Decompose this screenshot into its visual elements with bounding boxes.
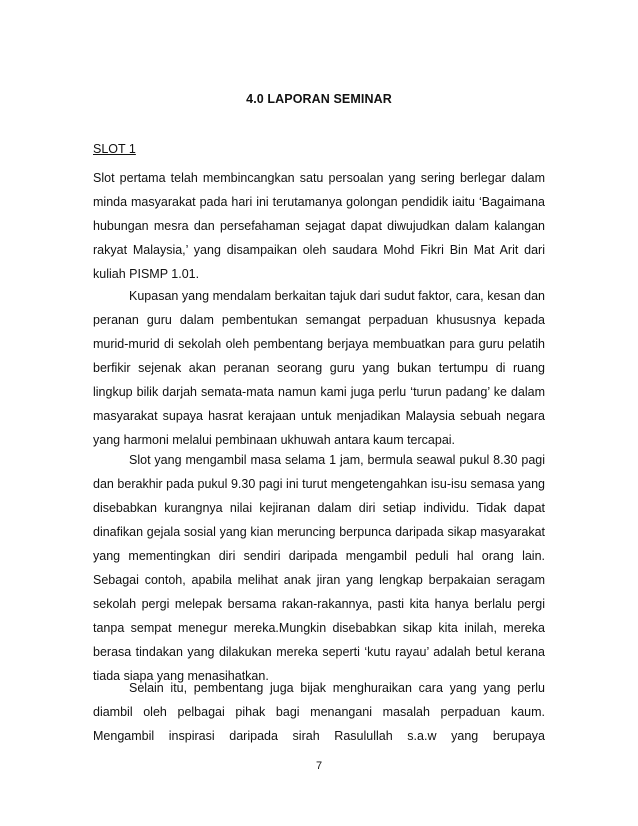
slot-heading: SLOT 1 bbox=[93, 142, 136, 156]
paragraph-1: Slot pertama telah membincangkan satu persoalan yang sering berlegar dalam minda masyarakat pada hari ini terutamanya golongan pendidik iaitu ‘Bagaimana hubungan mesra dan persefahaman sejagat dapat diwujudkan dalam kalangan rakyat Malaysia,’ yang disampaikan oleh saudara Mohd Fikri Bin Mat Arit dari kuliah PISMP 1.01. bbox=[93, 171, 545, 281]
paragraph-3: Slot yang mengambil masa selama 1 jam, bermula seawal pukul 8.30 pagi dan berakhir pada pukul 9.30 pagi ini turut mengetengahkan isu-isu semasa yang disebabkan kurangnya nilai kejiranan dalam diri setiap individu. Tidak dapat dinafikan gejala sosial yang kian meruncing berpunca daripada sikap masyarakat yang mementingkan diri sendiri daripada mengambil peduli hal orang lain. Sebagai contoh, apabila melihat anak jiran yang lengkap berpakaian seragam sekolah pergi melepak bersama rakan-rakannya, pasti kita hanya berlalu pergi tanpa sempat menegur mereka.Mungkin disebabkan sikap kita inilah, mereka berasa tindakan yang dilakukan mereka seperti ‘kutu rayau’ adalah betul kerana tiada siapa yang menasihatkan. bbox=[93, 453, 545, 683]
paragraph-4: Selain itu, pembentang juga bijak menghuraikan cara yang yang perlu diambil oleh pelbagai pihak bagi menangani masalah perpaduan kaum. Mengambil inspirasi daripada sirah Rasulullah s.a.w yang berupaya bbox=[93, 681, 545, 743]
paragraph-4-block bbox=[93, 676, 545, 748]
page-title: 4.0 LAPORAN SEMINAR bbox=[246, 92, 392, 106]
paragraph-3-block bbox=[93, 448, 545, 688]
page-number: 7 bbox=[315, 760, 323, 772]
paragraph-2-block bbox=[93, 284, 545, 452]
paragraph-1-block bbox=[93, 166, 545, 286]
paragraph-2: Kupasan yang mendalam berkaitan tajuk dari sudut faktor, cara, kesan dan peranan guru dalam pembentukan semangat perpaduan khususnya kepada murid-murid di sekolah oleh pembentang berjaya membuatkan para guru pelatih berfikir sejenak akan peranan seorang guru yang bukan tertumpu di ruang lingkup bilik darjah semata-mata namun kami juga perlu ‘turun padang’ ke dalam masyarakat supaya hasrat kerajaan untuk menjadikan Malaysia sebuah negara yang harmoni melalui pembinaan ukhuwah antara kaum tercapai. bbox=[93, 289, 545, 447]
